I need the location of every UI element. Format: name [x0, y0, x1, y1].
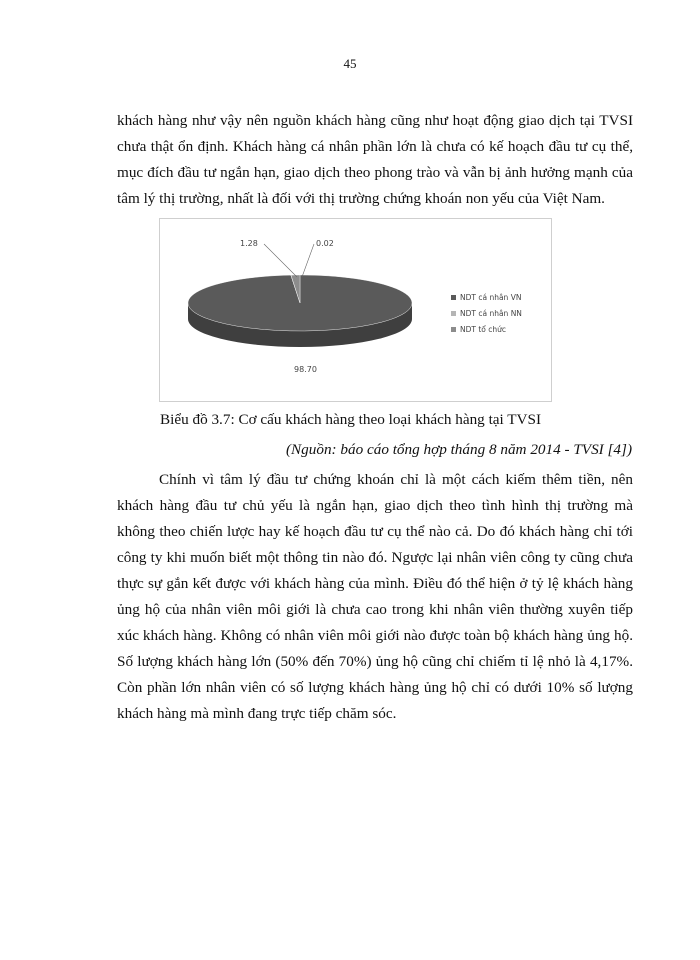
legend-item — [451, 289, 522, 305]
paragraph-line: Số lượng khách hàng lớn (50% đến 70%) ủng hộ cũng chỉ chiếm tỉ lệ nhỏ là 4,17%. — [117, 653, 633, 670]
figure-source: (Nguồn: báo cáo tổng hợp tháng 8 năm 2014 - TVSI [4]) — [285, 441, 632, 458]
data-label-ndt-ca-nhan-nn: 0.02 — [316, 239, 334, 248]
legend-item — [451, 321, 522, 337]
leader-line — [302, 244, 314, 277]
paragraph-line: khách hàng đầu tư chủ yếu là ngắn hạn, giao dịch theo tình hình thị trường mà — [117, 497, 633, 514]
paragraph-line: tâm lý thị trường, nhất là đối với thị trường chứng khoán non yếu của Việt Nam. — [117, 190, 605, 207]
paragraph-line: Chính vì tâm lý đầu tư chứng khoán chỉ là một cách kiếm thêm tiền, nên — [159, 471, 633, 488]
paragraph-line: ủng hộ của nhân viên môi giới là chưa cao trong khi nhân viên thường xuyên tiếp — [117, 601, 633, 618]
paragraph-line: khách hàng như vậy nên nguồn khách hàng cũng như hoạt động giao dịch tại TVSI — [117, 112, 633, 129]
figure-caption: Biểu đồ 3.7: Cơ cấu khách hàng theo loại khách hàng tại TVSI — [160, 411, 542, 428]
paragraph-line: khách hàng mà mình đang trực tiếp chăm sóc. — [117, 705, 397, 722]
legend-swatch — [451, 295, 456, 300]
paragraph-line: thực sự gắn kết được với khách hàng của mình. Điều đó thể hiện ở tỷ lệ khách hàng — [117, 575, 633, 592]
data-label-ndt-ca-nhan-vn: 98.70 — [294, 365, 317, 374]
paragraph-line: xúc khách hàng. Không có nhân viên môi giới nào được toàn bộ khách hàng ủng hộ. — [117, 627, 633, 644]
paragraph-line: mục đích đầu tư ngắn hạn, giao dịch theo phong trào và vẫn bị ảnh hưởng mạnh của — [117, 164, 633, 181]
page-number: 45 — [343, 56, 357, 71]
legend-swatch — [451, 327, 456, 332]
legend-label: NDT cá nhân NN — [460, 308, 522, 318]
legend-item — [451, 305, 522, 321]
paragraph-2 — [117, 467, 633, 727]
leader-line — [264, 244, 297, 277]
paragraph-line: Còn phần lớn nhân viên có số lượng khách hàng ủng hộ chỉ có dưới 10% số lượng — [117, 679, 633, 696]
paragraph-line: chưa thật ổn định. Khách hàng cá nhân phần lớn là chưa có kế hoạch đầu tư cụ thể, — [117, 138, 633, 155]
legend-swatch — [451, 311, 456, 316]
paragraph-1 — [117, 108, 633, 212]
data-label-ndt-to-chuc: 1.28 — [240, 239, 258, 248]
paragraph-line: không theo chiến lược hay kế hoạch đầu tư cụ thể nào cả. Do đó khách hàng chỉ tới — [117, 523, 633, 540]
chart-legend — [451, 289, 522, 337]
legend-label: NDT cá nhân VN — [460, 292, 522, 302]
legend-label: NDT tổ chức — [460, 324, 507, 334]
paragraph-line: công ty khi muốn biết một thông tin nào đó. Ngược lại nhân viên công ty cũng chưa — [117, 549, 633, 566]
pie-chart — [159, 218, 552, 402]
